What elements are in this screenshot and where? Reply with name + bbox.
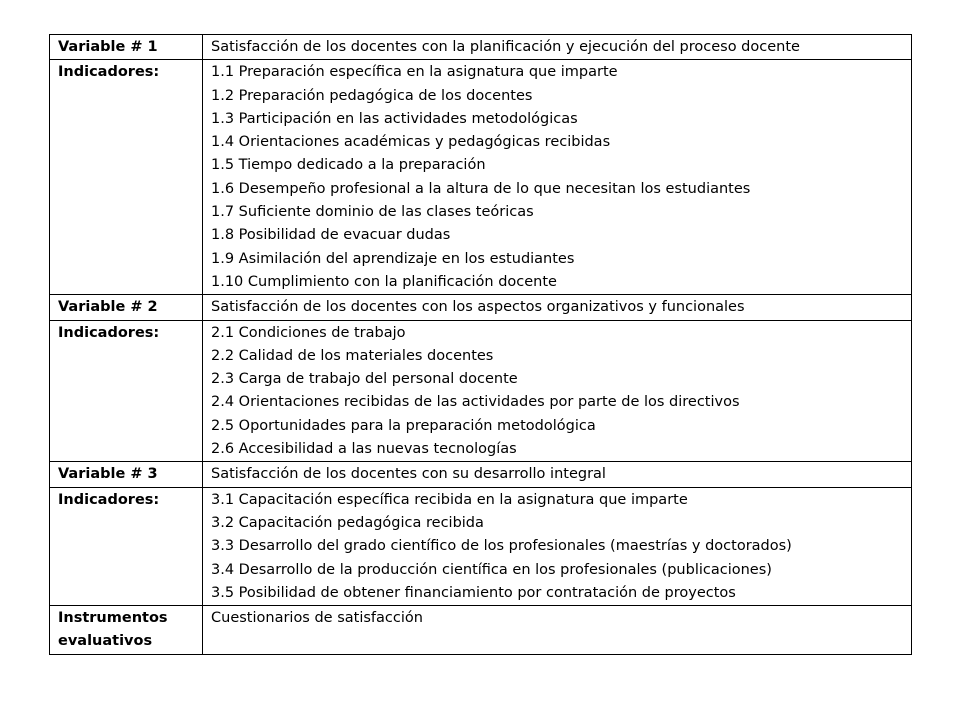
indicator-item: 1.9 Asimilación del aprendizaje en los estudiantes <box>211 250 575 267</box>
indicator-item: 2.4 Orientaciones recibidas de las actividades por parte de los directivos <box>211 394 740 411</box>
table-row <box>50 606 912 655</box>
row-label: Variable # 3 <box>50 462 203 487</box>
variables-table <box>49 34 912 655</box>
indicator-item: 2.2 Calidad de los materiales docentes <box>211 347 494 364</box>
indicator-item: 3.5 Posibilidad de obtener financiamiento por contratación de proyectos <box>211 584 736 601</box>
indicator-item: 1.10 Cumplimiento con la planificación docente <box>211 273 557 290</box>
row-line: Satisfacción de los docentes con los aspectos organizativos y funcionales <box>211 299 745 316</box>
row-content <box>203 320 912 462</box>
row-label-line: Instrumentos <box>58 610 168 627</box>
row-label: Variable # 1 <box>50 35 203 60</box>
row-label: Indicadores: <box>50 60 203 295</box>
row-content <box>203 60 912 295</box>
table-row <box>50 60 912 295</box>
indicator-item: 3.4 Desarrollo de la producción científica en los profesionales (publicaciones) <box>211 561 772 578</box>
row-label: Indicadores: <box>50 487 203 605</box>
indicator-item: 3.3 Desarrollo del grado científico de los profesionales (maestrías y doctorados) <box>211 538 792 555</box>
row-content <box>203 487 912 605</box>
indicator-item: 2.5 Oportunidades para la preparación metodológica <box>211 417 596 434</box>
row-content <box>203 606 912 655</box>
indicator-item: 1.7 Suficiente dominio de las clases teóricas <box>211 204 534 221</box>
row-content <box>203 295 912 320</box>
row-label <box>50 606 203 655</box>
row-content <box>203 35 912 60</box>
indicator-item: 2.6 Accesibilidad a las nuevas tecnologías <box>211 441 517 458</box>
row-label: Indicadores: <box>50 320 203 462</box>
table-row <box>50 487 912 605</box>
row-label: Variable # 2 <box>50 295 203 320</box>
indicator-item: 1.2 Preparación pedagógica de los docentes <box>211 87 533 104</box>
indicator-item: 3.1 Capacitación específica recibida en la asignatura que imparte <box>211 491 688 508</box>
indicator-item: 3.2 Capacitación pedagógica recibida <box>211 514 484 531</box>
indicator-item: 1.4 Orientaciones académicas y pedagógicas recibidas <box>211 134 611 151</box>
indicator-item: 1.1 Preparación específica en la asignatura que imparte <box>211 64 618 81</box>
indicator-item: 1.8 Posibilidad de evacuar dudas <box>211 227 451 244</box>
table-row <box>50 35 912 60</box>
row-label-line: evaluativos <box>58 633 153 650</box>
table-row <box>50 462 912 487</box>
indicator-item: 2.3 Carga de trabajo del personal docente <box>211 371 518 388</box>
indicator-item: 1.6 Desempeño profesional a la altura de lo que necesitan los estudiantes <box>211 180 751 197</box>
indicator-item: 1.3 Participación en las actividades metodológicas <box>211 110 578 127</box>
row-line: Satisfacción de los docentes con la planificación y ejecución del proceso docente <box>211 39 800 55</box>
row-line: Satisfacción de los docentes con su desarrollo integral <box>211 466 606 483</box>
row-content <box>203 462 912 487</box>
table-row <box>50 295 912 320</box>
row-line: Cuestionarios de satisfacción <box>211 610 423 627</box>
indicator-item: 1.5 Tiempo dedicado a la preparación <box>211 157 486 174</box>
indicator-item: 2.1 Condiciones de trabajo <box>211 324 406 341</box>
table-row <box>50 320 912 462</box>
